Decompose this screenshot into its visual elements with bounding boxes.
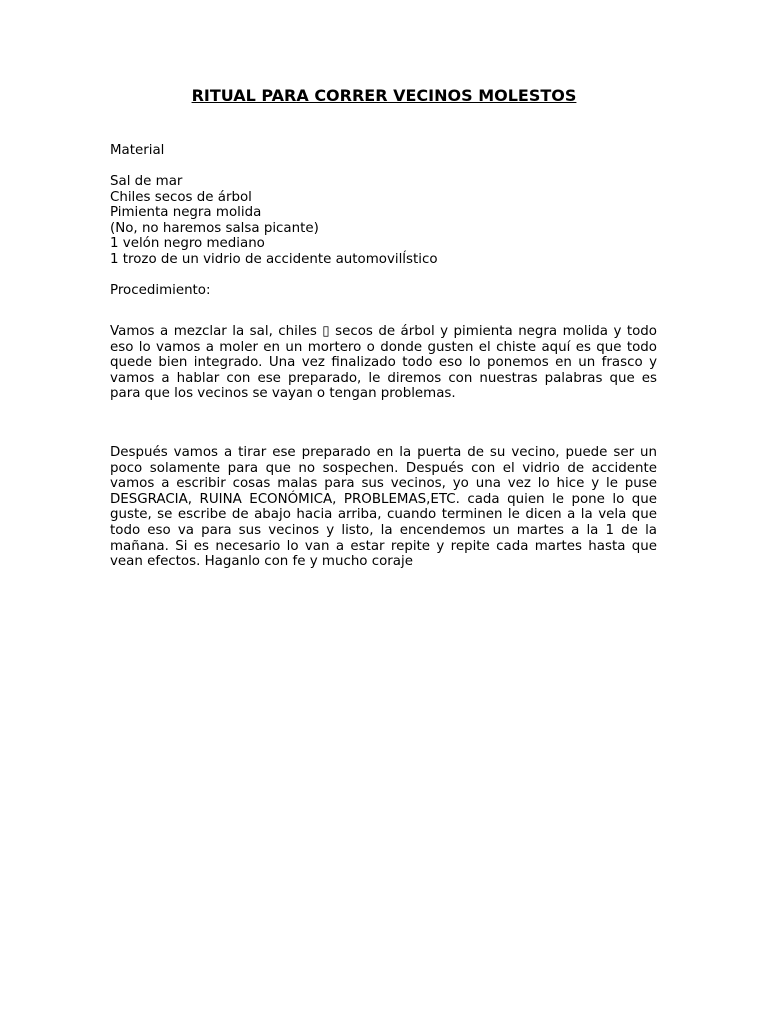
procedure-heading: Procedimiento: — [110, 283, 211, 298]
document-title: RITUAL PARA CORRER VECINOS MOLESTOS — [191, 86, 577, 105]
material-item: (No, no haremos salsa picante) — [110, 220, 319, 236]
material-item: Chiles secos de árbol — [110, 189, 252, 205]
material-item: 1 trozo de un vidrio de accidente automovilĺstico — [110, 251, 438, 267]
material-item: Sal de mar — [110, 174, 183, 189]
material-item: 1 velón negro mediano — [110, 236, 265, 251]
procedure-paragraph: Vamos a mezclar la sal, chiles ▯ secos de árbol y pimienta negra molida y todo eso lo vamos a moler en un mortero o donde gusten el chiste aquí es que todo quede bien integrado. Una vez finalizado todo eso lo ponemos en un frasco y vamos a hablar con ese preparado, le diremos con nuestras palabras que es para que los vecinos se vayan o tengan problemas. — [110, 324, 657, 402]
material-item: Pimienta negra molida — [110, 205, 262, 220]
material-heading: Material — [110, 143, 165, 158]
procedure-paragraph: Después vamos a tirar ese preparado en la puerta de su vecino, puede ser un poco solamente para que no sospechen. Después con el vidrio de accidente vamos a escribir cosas malas para sus vecinos, yo una vez lo hice y le puse DESGRACIA, RUINA ECONÓMICA, PROBLEMAS,ETC. cada quien le pone lo que guste, se escribe de abajo hacia arriba, cuando terminen le dicen a la vela que todo eso va para sus vecinos y listo, la encendemos un martes a la 1 de la mañana. Si es necesario lo van a estar repite y repite cada martes hasta que vean efectos. Haganlo con fe y mucho coraje — [110, 445, 657, 570]
